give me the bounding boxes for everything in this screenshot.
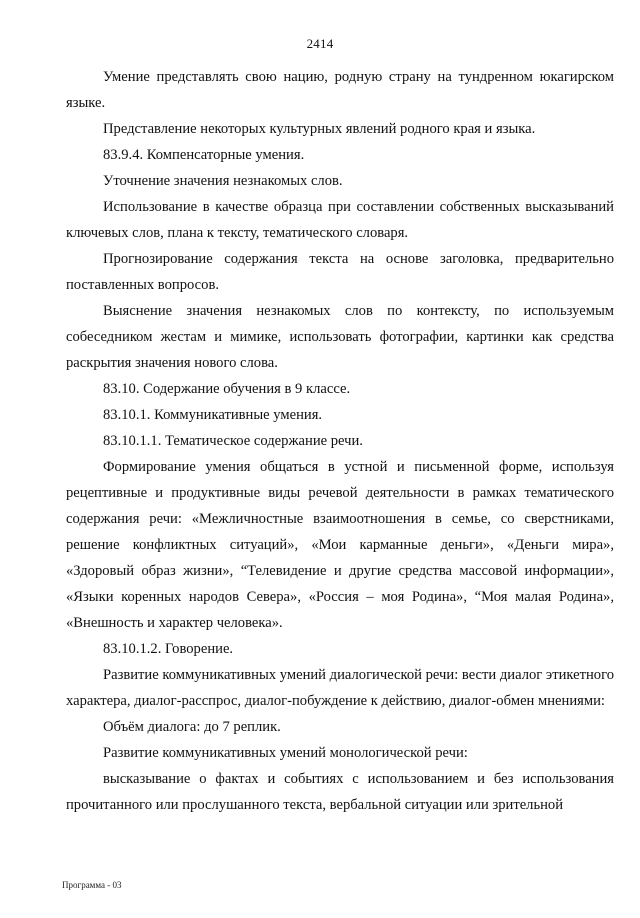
heading-thematic-content: 83.10.1.1. Тематическое содержание речи. <box>103 433 363 449</box>
paragraph-clarify-words: Уточнение значения незнакомых слов. <box>103 173 343 189</box>
heading-compensatory-skills: 83.9.4. Компенсаторные умения. <box>103 147 305 163</box>
paragraph-monologue-skills: Развитие коммуникативных умений монологической речи: <box>103 745 468 761</box>
paragraph-dialogue-volume: Объём диалога: до 7 реплик. <box>103 719 281 735</box>
paragraph-national-identity: Умение представлять свою нацию, родную страну на тундренном юкагирском языке. <box>66 69 614 111</box>
paragraph-thematic-topics: Формирование умения общаться в устной и письменной форме, используя рецептивные и продуктивные виды речевой деятельности в рамках тематического содержания речи: «Межличностные взаимоотношения в семье, со сверстниками, решение конфликтных ситуаций», «Мои карманные деньги», «Деньги мира», «Здоровый образ жизни», “Телевидение и другие средства массовой информации», «Языки коренных народов Севера», «Россия – моя Родина», “Моя малая Родина», «Внешность и характер человека». <box>66 459 614 631</box>
heading-speaking: 83.10.1.2. Говорение. <box>103 641 234 657</box>
paragraph-prediction: Прогнозирование содержания текста на основе заголовка, предварительно поставленных вопросов. <box>66 251 614 293</box>
document-body <box>66 64 614 818</box>
page-number: 2414 <box>306 36 334 51</box>
paragraph-dialogue-skills: Развитие коммуникативных умений диалогической речи: вести диалог этикетного характера, диалог-расспрос, диалог-побуждение к действию, диалог-обмен мнениями: <box>66 667 614 709</box>
paragraph-cultural-phenomena: Представление некоторых культурных явлений родного края и языка. <box>103 121 536 137</box>
paragraph-word-meaning: Выяснение значения незнакомых слов по контексту, по используемым собеседником жестам и мимике, использовать фотографии, картинки как средства раскрытия значения нового слова. <box>66 303 614 371</box>
paragraph-use-as-model: Использование в качестве образца при составлении собственных высказываний ключевых слов, плана к тексту, тематического словаря. <box>66 199 614 241</box>
page-footer: Программа - 03 <box>62 880 122 890</box>
heading-communicative-skills: 83.10.1. Коммуникативные умения. <box>103 407 323 423</box>
paragraph-statement-facts: высказывание о фактах и событиях с использованием и без использования прочитанного или прослушанного текста, вербальной ситуации или зрительной <box>66 771 614 813</box>
heading-grade-9-content: 83.10. Содержание обучения в 9 классе. <box>103 381 351 397</box>
